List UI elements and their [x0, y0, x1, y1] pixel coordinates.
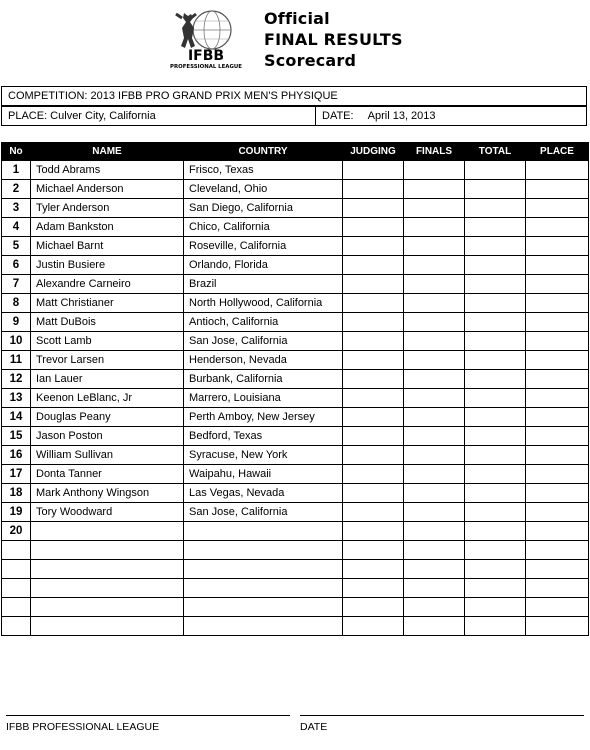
place-cell [526, 465, 589, 484]
row-number: 6 [2, 256, 31, 275]
finals-cell [404, 370, 465, 389]
table-header-row [2, 143, 589, 161]
place-cell [526, 370, 589, 389]
place-cell [526, 256, 589, 275]
total-cell [465, 408, 526, 427]
place-cell [526, 389, 589, 408]
footer-date-label: DATE [300, 721, 328, 733]
finals-cell [404, 560, 465, 579]
competitor-name: Keenon LeBlanc, Jr [31, 389, 184, 408]
competitor-name: Scott Lamb [31, 332, 184, 351]
judging-cell [343, 370, 404, 389]
competitor-name [31, 579, 184, 598]
table-row [2, 484, 589, 503]
competitor-country: Antioch, California [184, 313, 343, 332]
judging-cell [343, 560, 404, 579]
competitor-name: Mark Anthony Wingson [31, 484, 184, 503]
competitor-country: Perth Amboy, New Jersey [184, 408, 343, 427]
total-cell [465, 275, 526, 294]
results-table [1, 142, 589, 636]
competitor-country [184, 579, 343, 598]
row-number: 2 [2, 180, 31, 199]
judging-cell [343, 161, 404, 180]
table-row [2, 351, 589, 370]
row-number: 20 [2, 522, 31, 541]
row-number: 16 [2, 446, 31, 465]
competitor-name: Tyler Anderson [31, 199, 184, 218]
place-cell [526, 522, 589, 541]
table-row [2, 598, 589, 617]
competitor-name: Matt Christianer [31, 294, 184, 313]
competitor-name: Tory Woodward [31, 503, 184, 522]
date-value: April 13, 2013 [367, 110, 436, 122]
finals-cell [404, 617, 465, 636]
row-number: 1 [2, 161, 31, 180]
place-cell [526, 446, 589, 465]
place-cell [526, 560, 589, 579]
competitor-name: Michael Barnt [31, 237, 184, 256]
col-name: NAME [31, 143, 184, 161]
place-cell [526, 199, 589, 218]
row-number [2, 617, 31, 636]
competitor-country: Chico, California [184, 218, 343, 237]
table-row [2, 560, 589, 579]
finals-cell [404, 446, 465, 465]
place-date-box [1, 106, 587, 126]
finals-cell [404, 484, 465, 503]
competitor-name [31, 560, 184, 579]
place-label: PLACE: Culver City, California [2, 107, 316, 126]
competitor-country [184, 541, 343, 560]
finals-cell [404, 465, 465, 484]
row-number: 9 [2, 313, 31, 332]
row-number [2, 541, 31, 560]
competitor-country: Frisco, Texas [184, 161, 343, 180]
total-cell [465, 199, 526, 218]
competitor-country: Henderson, Nevada [184, 351, 343, 370]
judging-cell [343, 598, 404, 617]
finals-cell [404, 313, 465, 332]
competitor-country: San Jose, California [184, 503, 343, 522]
competitor-country: Las Vegas, Nevada [184, 484, 343, 503]
place-cell [526, 237, 589, 256]
competitor-name: Todd Abrams [31, 161, 184, 180]
competitor-name [31, 598, 184, 617]
row-number: 4 [2, 218, 31, 237]
finals-cell [404, 408, 465, 427]
total-cell [465, 446, 526, 465]
row-number [2, 598, 31, 617]
competitor-country [184, 522, 343, 541]
logo-subtext: PROFESSIONAL LEAGUE [170, 64, 242, 70]
competitor-name: Ian Lauer [31, 370, 184, 389]
judging-cell [343, 522, 404, 541]
title-line-1: Official [264, 9, 330, 28]
total-cell [465, 503, 526, 522]
place-cell [526, 617, 589, 636]
judging-cell [343, 351, 404, 370]
scorecard-title [264, 8, 403, 71]
finals-cell [404, 218, 465, 237]
judging-cell [343, 294, 404, 313]
table-row [2, 332, 589, 351]
place-cell [526, 180, 589, 199]
total-cell [465, 579, 526, 598]
table-row [2, 389, 589, 408]
place-cell [526, 579, 589, 598]
finals-cell [404, 579, 465, 598]
title-line-2: FINAL RESULTS [264, 30, 403, 49]
competitor-country: Waipahu, Hawaii [184, 465, 343, 484]
col-no: No [2, 143, 31, 161]
place-cell [526, 427, 589, 446]
finals-cell [404, 503, 465, 522]
competitor-country: Marrero, Louisiana [184, 389, 343, 408]
table-row [2, 617, 589, 636]
total-cell [465, 218, 526, 237]
col-finals: FINALS [404, 143, 465, 161]
table-row [2, 275, 589, 294]
league-label: IFBB PROFESSIONAL LEAGUE [6, 721, 160, 733]
place-cell [526, 294, 589, 313]
competitor-name: Jason Poston [31, 427, 184, 446]
judging-cell [343, 579, 404, 598]
place-cell [526, 313, 589, 332]
table-row [2, 427, 589, 446]
competitor-country: Brazil [184, 275, 343, 294]
judging-cell [343, 275, 404, 294]
competitor-name: Donta Tanner [31, 465, 184, 484]
competitor-country: Roseville, California [184, 237, 343, 256]
row-number [2, 579, 31, 598]
place-cell [526, 218, 589, 237]
judging-cell [343, 180, 404, 199]
judging-cell [343, 541, 404, 560]
competitor-name: Douglas Peany [31, 408, 184, 427]
total-cell [465, 617, 526, 636]
competitor-name: Trevor Larsen [31, 351, 184, 370]
judging-cell [343, 408, 404, 427]
title-line-3: Scorecard [264, 51, 357, 70]
row-number: 10 [2, 332, 31, 351]
total-cell [465, 598, 526, 617]
judging-cell [343, 465, 404, 484]
table-row [2, 161, 589, 180]
table-row [2, 370, 589, 389]
total-cell [465, 484, 526, 503]
total-cell [465, 294, 526, 313]
table-row [2, 503, 589, 522]
competitor-name: Matt DuBois [31, 313, 184, 332]
competitor-country [184, 617, 343, 636]
place-cell [526, 541, 589, 560]
finals-cell [404, 389, 465, 408]
finals-cell [404, 351, 465, 370]
place-cell [526, 484, 589, 503]
competitor-country [184, 598, 343, 617]
finals-cell [404, 598, 465, 617]
place-cell [526, 598, 589, 617]
row-number: 8 [2, 294, 31, 313]
total-cell [465, 313, 526, 332]
row-number: 11 [2, 351, 31, 370]
finals-cell [404, 199, 465, 218]
total-cell [465, 180, 526, 199]
table-row [2, 199, 589, 218]
table-row [2, 218, 589, 237]
table-row [2, 465, 589, 484]
col-total: TOTAL [465, 143, 526, 161]
col-country: COUNTRY [184, 143, 343, 161]
place-cell [526, 161, 589, 180]
judging-cell [343, 446, 404, 465]
place-cell [526, 351, 589, 370]
competitor-country: Burbank, California [184, 370, 343, 389]
finals-cell [404, 237, 465, 256]
competitor-country: Cleveland, Ohio [184, 180, 343, 199]
competitor-name [31, 617, 184, 636]
place-cell [526, 275, 589, 294]
judging-cell [343, 218, 404, 237]
judging-cell [343, 503, 404, 522]
row-number [2, 560, 31, 579]
finals-cell [404, 294, 465, 313]
total-cell [465, 351, 526, 370]
judging-cell [343, 237, 404, 256]
table-row [2, 408, 589, 427]
competition-label: COMPETITION: 2013 IFBB PRO GRAND PRIX MEN'S PHYSIQUE [2, 87, 587, 106]
competitor-name [31, 541, 184, 560]
judging-cell [343, 617, 404, 636]
table-row [2, 256, 589, 275]
league-signature-line [6, 715, 290, 733]
finals-cell [404, 275, 465, 294]
total-cell [465, 427, 526, 446]
logo-text: IFBB [187, 48, 225, 64]
judging-cell [343, 427, 404, 446]
competitor-name: Alexandre Carneiro [31, 275, 184, 294]
place-cell [526, 332, 589, 351]
row-number: 3 [2, 199, 31, 218]
row-number: 13 [2, 389, 31, 408]
total-cell [465, 370, 526, 389]
date-label: DATE: [322, 110, 354, 122]
table-row [2, 446, 589, 465]
judging-cell [343, 389, 404, 408]
finals-cell [404, 427, 465, 446]
row-number: 18 [2, 484, 31, 503]
table-row [2, 541, 589, 560]
ifbb-logo [166, 8, 242, 70]
judging-cell [343, 484, 404, 503]
table-row [2, 522, 589, 541]
judging-cell [343, 256, 404, 275]
table-row [2, 579, 589, 598]
total-cell [465, 522, 526, 541]
col-judging: JUDGING [343, 143, 404, 161]
table-row [2, 313, 589, 332]
total-cell [465, 465, 526, 484]
competitor-name: Michael Anderson [31, 180, 184, 199]
competitor-name: William Sullivan [31, 446, 184, 465]
total-cell [465, 389, 526, 408]
competitor-country: Orlando, Florida [184, 256, 343, 275]
competitor-country: Bedford, Texas [184, 427, 343, 446]
table-row [2, 180, 589, 199]
competition-box [1, 86, 587, 106]
competitor-country: San Diego, California [184, 199, 343, 218]
row-number: 5 [2, 237, 31, 256]
row-number: 17 [2, 465, 31, 484]
date-cell [316, 107, 587, 126]
row-number: 14 [2, 408, 31, 427]
table-row [2, 294, 589, 313]
row-number: 19 [2, 503, 31, 522]
judging-cell [343, 313, 404, 332]
finals-cell [404, 180, 465, 199]
total-cell [465, 560, 526, 579]
competitor-country: San Jose, California [184, 332, 343, 351]
judging-cell [343, 199, 404, 218]
finals-cell [404, 541, 465, 560]
competitor-country: North Hollywood, California [184, 294, 343, 313]
total-cell [465, 541, 526, 560]
row-number: 7 [2, 275, 31, 294]
col-place: PLACE [526, 143, 589, 161]
place-cell [526, 503, 589, 522]
total-cell [465, 161, 526, 180]
finals-cell [404, 332, 465, 351]
judging-cell [343, 332, 404, 351]
finals-cell [404, 522, 465, 541]
finals-cell [404, 161, 465, 180]
finals-cell [404, 256, 465, 275]
table-row [2, 237, 589, 256]
competitor-name: Adam Bankston [31, 218, 184, 237]
competitor-name [31, 522, 184, 541]
place-cell [526, 408, 589, 427]
total-cell [465, 237, 526, 256]
total-cell [465, 332, 526, 351]
competitor-country: Syracuse, New York [184, 446, 343, 465]
competitor-country [184, 560, 343, 579]
competitor-name: Justin Busiere [31, 256, 184, 275]
row-number: 15 [2, 427, 31, 446]
row-number: 12 [2, 370, 31, 389]
date-signature-line [300, 715, 584, 733]
total-cell [465, 256, 526, 275]
